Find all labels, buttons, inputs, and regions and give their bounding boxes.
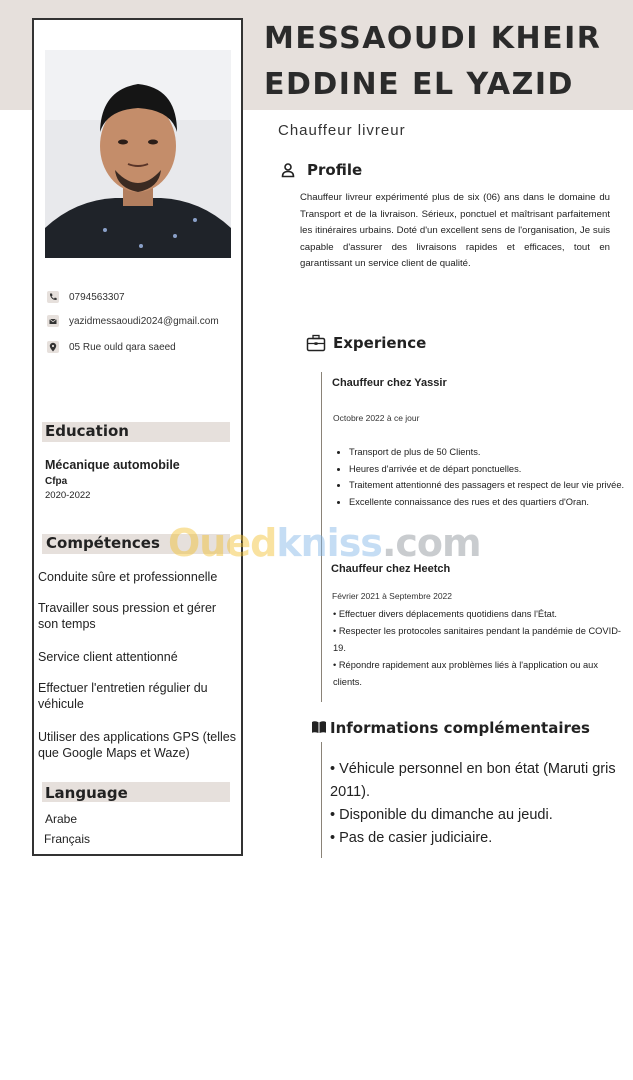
additional-info-list bbox=[330, 758, 620, 850]
language-heading: Language bbox=[45, 784, 128, 802]
info-heading: Informations complémentaires bbox=[330, 719, 590, 737]
skill-item: Effectuer l'entretien régulier du véhicule bbox=[38, 681, 208, 711]
job-1-title: Chauffeur chez Yassir bbox=[332, 377, 447, 389]
phone-number: 0794563307 bbox=[69, 291, 125, 303]
job-2-duties bbox=[333, 606, 623, 691]
location-pin-icon bbox=[46, 340, 60, 354]
timeline-divider bbox=[321, 372, 322, 702]
name-line-1: MESSAOUDI KHEIR bbox=[264, 21, 602, 56]
profile-summary: Chauffeur livreur expérimenté plus de six (06) ans dans le domaine du Transport et de la livraison. Sérieux, ponctuel et maîtrisant parfaitement les itinéraires urbains. Doté d'un excellent sens de l'organisation, Je suis capable d'assurer des livraisons rapides et efficaces, tout en garantissant un service client de qualité. bbox=[300, 192, 610, 269]
briefcase-icon bbox=[306, 334, 326, 357]
profile-photo bbox=[45, 50, 231, 258]
email-address: yazidmessaoudi2024@gmail.com bbox=[69, 315, 219, 327]
candidate-name bbox=[264, 16, 624, 108]
contact-address-row bbox=[46, 340, 176, 354]
watermark-part: kniss bbox=[276, 521, 382, 565]
education-years: 2020-2022 bbox=[45, 490, 91, 501]
education-heading: Education bbox=[45, 422, 129, 440]
book-icon bbox=[311, 720, 327, 739]
skill-item: Conduite sûre et professionnelle bbox=[38, 570, 218, 584]
name-line-2: EDDINE EL YAZID bbox=[264, 67, 574, 102]
skills-heading: Compétences bbox=[46, 534, 160, 552]
skill-item: Service client attentionné bbox=[38, 650, 178, 664]
job-title: Chauffeur livreur bbox=[278, 122, 406, 139]
education-school: Cfpa bbox=[45, 476, 68, 487]
phone-icon bbox=[46, 290, 60, 304]
info-divider bbox=[321, 742, 322, 858]
language-item: Arabe bbox=[45, 812, 78, 826]
skill-item: Travailler sous pression et gérer son temps bbox=[38, 601, 217, 631]
list-item: • Disponible du dimanche au jeudi. bbox=[330, 804, 620, 827]
job-2-title: Chauffeur chez Heetch bbox=[331, 563, 451, 575]
watermark-part: .com bbox=[381, 521, 481, 565]
list-item: • Répondre rapidement aux problèmes liés à l'application ou aux clients. bbox=[333, 657, 623, 691]
skill-item: Utiliser des applications GPS (telles que Google Maps et Waze) bbox=[38, 730, 236, 760]
watermark-part: Oued bbox=[168, 521, 277, 565]
list-item: • Pas de casier judiciaire. bbox=[330, 827, 620, 850]
job-1-date: Octobre 2022 à ce jour bbox=[333, 413, 420, 423]
contact-email-row bbox=[46, 314, 219, 328]
list-item: • Véhicule personnel en bon état (Maruti gris 2011). bbox=[330, 758, 620, 804]
contact-phone-row bbox=[46, 290, 125, 304]
profile-heading: Profile bbox=[307, 161, 363, 179]
education-degree: Mécanique automobile bbox=[45, 458, 180, 472]
list-item: • Traitement attentionné des passagers et respect de leur vie privée. bbox=[349, 477, 627, 494]
list-item: • Heures d'arrivée et de départ ponctuelles. bbox=[349, 461, 627, 478]
job-1-duties bbox=[334, 444, 627, 510]
job-2-date: Février 2021 à Septembre 2022 bbox=[332, 591, 453, 601]
list-item: • Effectuer divers déplacements quotidiens dans l'État. bbox=[333, 606, 623, 623]
experience-heading: Experience bbox=[333, 334, 427, 352]
person-photo-icon bbox=[45, 50, 231, 258]
list-item: • Excellente connaissance des rues et des quartiers d'Oran. bbox=[349, 494, 627, 511]
list-item: • Respecter les protocoles sanitaires pendant la pandémie de COVID-19. bbox=[333, 623, 623, 657]
user-icon bbox=[280, 162, 296, 183]
list-item: • Transport de plus de 50 Clients. bbox=[349, 444, 627, 461]
postal-address: 05 Rue ould qara saeed bbox=[69, 341, 176, 353]
mail-icon bbox=[46, 314, 60, 328]
language-item: Français bbox=[44, 832, 91, 846]
